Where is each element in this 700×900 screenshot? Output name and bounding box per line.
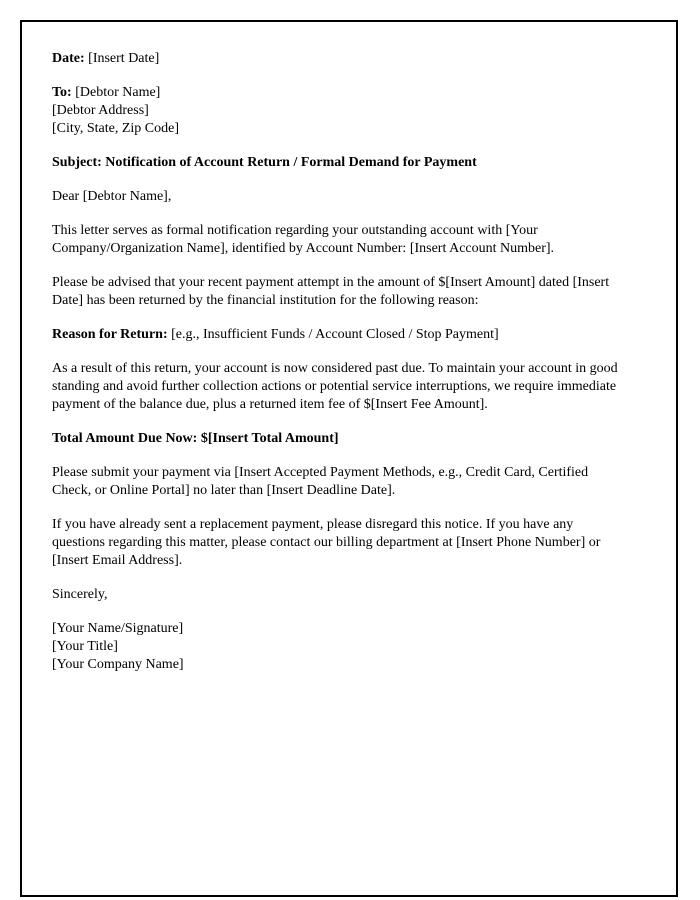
recipient-address-line: [Debtor Address] [52,103,149,118]
reason-value: [e.g., Insufficient Funds / Account Closed / Stop Payment] [171,327,499,342]
to-label: To: [52,85,72,100]
recipient-city-line: [City, State, Zip Code] [52,121,180,136]
paragraph-intro: This letter serves as formal notification regarding your outstanding account with [Your Company/Organization Name], identified by Account Number: [Insert Account Number]. [52,223,555,256]
date-line [52,50,628,68]
salutation: Dear [Debtor Name], [52,189,172,204]
subject-line: Subject: Notification of Account Return / Formal Demand for Payment [52,155,477,170]
paragraph-result: As a result of this return, your account is now considered past due. To maintain your account in good standing and avoid further collection actions or potential service interruptions, we require immediate payment of the balance due, plus a returned item fee of $[Insert Fee Amount]. [52,361,618,412]
date-label: Date: [52,51,85,66]
paragraph-advised: Please be advised that your recent payment attempt in the amount of $[Insert Amount] dated [Insert Date] has been returned by the financial institution for the following reason: [52,275,610,308]
letter-document [20,20,678,897]
recipient-to-line [52,84,628,102]
recipient-block [52,84,628,138]
signature-name: [Your Name/Signature] [52,621,184,636]
closing: Sincerely, [52,587,108,602]
date-value: [Insert Date] [88,51,160,66]
reason-label: Reason for Return: [52,327,168,342]
to-value: [Debtor Name] [75,85,161,100]
signature-company: [Your Company Name] [52,657,184,672]
paragraph-disregard: If you have already sent a replacement payment, please disregard this notice. If you have any questions regarding this matter, please contact our billing department at [Insert Phone Number] or [Insert Email Address]. [52,517,601,568]
paragraph-submit: Please submit your payment via [Insert Accepted Payment Methods, e.g., Credit Card, Certified Check, or Online Portal] no later than [Insert Deadline Date]. [52,465,589,498]
signature-block [52,620,628,674]
signature-title: [Your Title] [52,639,118,654]
total-due-line: Total Amount Due Now: $[Insert Total Amount] [52,431,339,446]
reason-line [52,326,628,344]
